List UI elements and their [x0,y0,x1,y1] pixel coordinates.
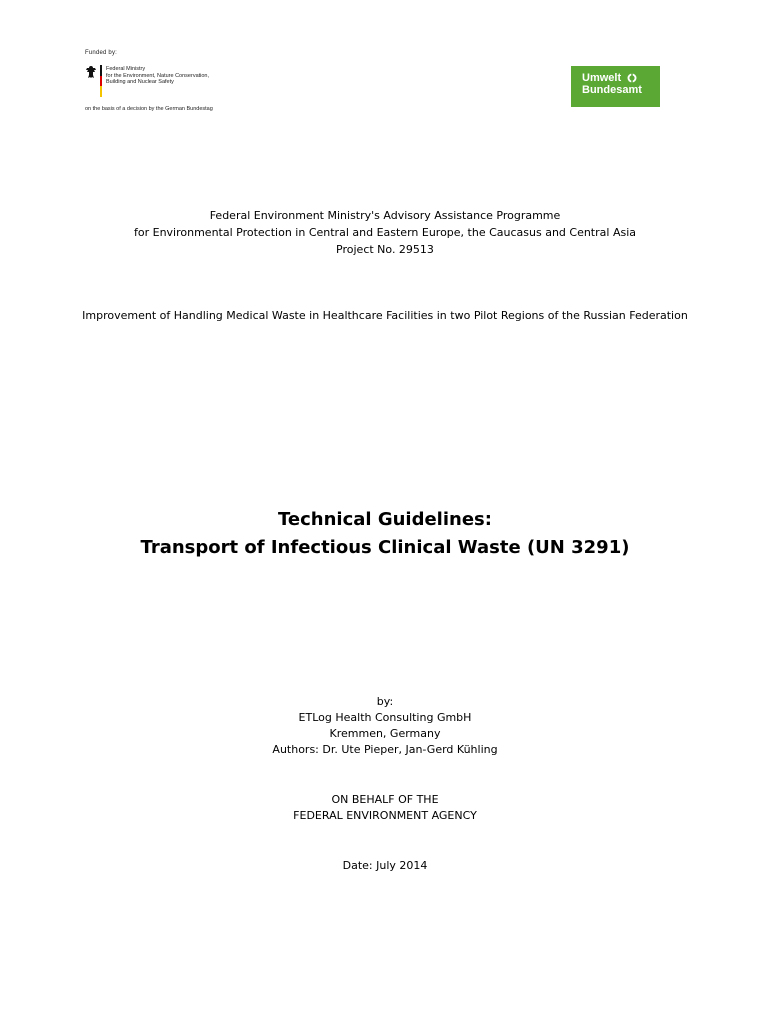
umwelt-bundesamt-logo [571,66,660,107]
ministry-name-line: for the Environment, Nature Conservation, [106,72,210,79]
uba-logo-line1: Umwelt [582,72,622,84]
federal-eagle-icon [85,65,97,79]
ministry-name-line: Federal Ministry [106,66,146,72]
on-behalf-line: ON BEHALF OF THE [331,793,439,806]
ministry-name-line: Building and Nuclear Safety [106,79,174,85]
company-name: ETLog Health Consulting GmbH [298,711,472,724]
ministry-logo-row [85,65,255,101]
document-title [0,506,770,562]
globe-icon [627,73,637,83]
ministry-logo [85,50,255,112]
project-subject-text: Improvement of Handling Medical Waste in Healthcare Facilities in two Pilot Regions of the Russian Federation [82,309,688,322]
project-subject [0,308,770,324]
programme-line: Federal Environment Ministry's Advisory Assistance Programme [209,209,561,222]
authorship-block [0,694,770,758]
bundestag-resolution-text: on the basis of a decision by the German Bundestag [85,106,213,112]
german-flag-stripe [100,65,102,97]
document-title-line: Transport of Infectious Clinical Waste (UN 3291) [140,537,630,558]
document-date [0,858,770,874]
uba-logo-line2: Bundesamt [582,84,642,96]
agency-name: FEDERAL ENVIRONMENT AGENCY [293,809,477,822]
company-location: Kremmen, Germany [329,727,441,740]
programme-heading [0,207,770,258]
document-title-line: Technical Guidelines: [278,509,492,530]
programme-line: for Environmental Protection in Central and Eastern Europe, the Caucasus and Central Asia [134,226,636,239]
project-number: Project No. 29513 [336,243,434,256]
authors-line: Authors: Dr. Ute Pieper, Jan-Gerd Kühling [272,743,498,756]
ministry-name [106,66,246,86]
document-date-text: Date: July 2014 [342,859,428,872]
by-label: by: [376,695,394,708]
on-behalf-block [0,792,770,824]
funded-by-label: Funded by: [85,50,118,56]
